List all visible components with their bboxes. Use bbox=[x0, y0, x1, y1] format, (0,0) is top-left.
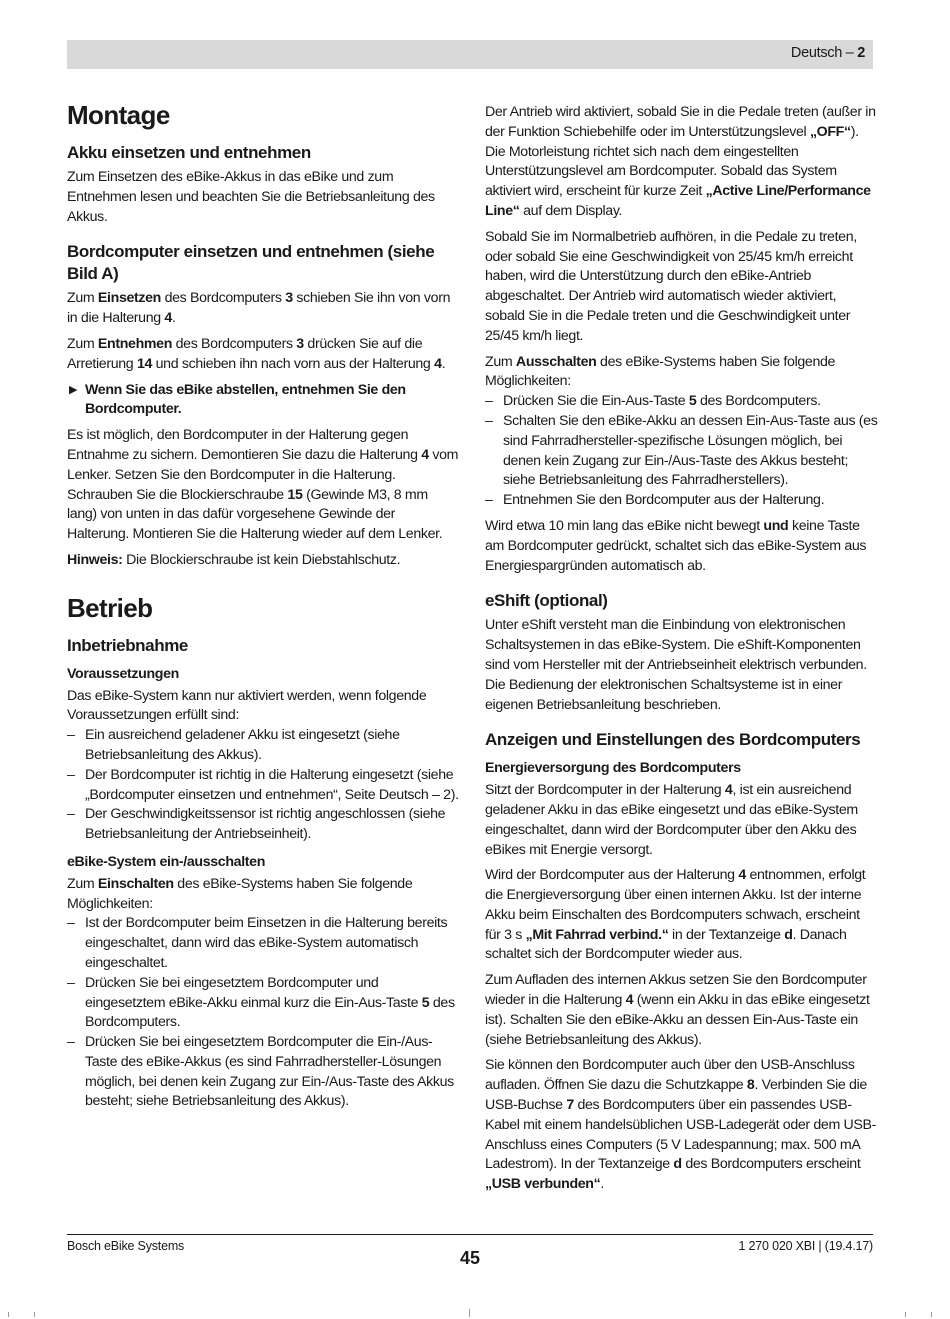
footer-document-id: 1 270 020 XBI | (19.4.17) bbox=[738, 1239, 873, 1253]
instruction-arrow-item: ▶ Wenn Sie das eBike abstellen, entnehmen Sie den Bordcomputer. bbox=[69, 381, 406, 418]
list-ausschalten bbox=[485, 392, 878, 511]
heading-ein-ausschalten: eBike-System ein-/ausschalten bbox=[67, 853, 266, 870]
list-item: – Drücken Sie die Ein-Aus-Taste 5 des Bordcomputers. bbox=[485, 392, 878, 412]
list-einschalten bbox=[67, 914, 460, 1112]
heading-voraussetzungen: Voraussetzungen bbox=[67, 665, 179, 682]
heading-anzeigen: Anzeigen und Einstellungen des Bordcomputers bbox=[485, 730, 861, 750]
paragraph-sitzt: Sitzt der Bordcomputer in der Halterung 4, ist ein ausreichend geladener Akku in das eBike eingesetzt und das eBike-System eingeschaltet, dann wird der Bordcomputer über den Akku des eBikes mit Energie versorgt. bbox=[485, 782, 858, 858]
heading-montage: Montage bbox=[67, 100, 170, 130]
paragraph-antrieb: Der Antrieb wird aktiviert, sobald Sie in die Pedale treten (außer in der Funktion Schiebehilfe oder im Unterstützungslevel „OFF“). Die Motorleistung richtet sich nach dem eingestellten Unterstützungslevel am Bordcomputer. Sobald das System aktiviert wird, erscheint für kurze Zeit „Active Line/Performance Line“ auf dem Display. bbox=[485, 104, 876, 219]
list-item: – Der Geschwindigkeitssensor ist richtig angeschlossen (siehe Betriebsanleitung der Antriebseinheit). bbox=[67, 805, 460, 845]
paragraph-wird: Wird der Bordcomputer aus der Halterung 4 entnommen, erfolgt die Energieversorgung über einen internen Akku. Ist der interne Akku beim Einschalten des Bordcomputers schwach, erscheint für 3 s „Mit Fahrrad verbind.“ in der Textanzeige d. Danach schaltet sich der Bordcomputer wieder aus. bbox=[485, 867, 866, 963]
footer-publisher: Bosch eBike Systems bbox=[67, 1239, 185, 1253]
triangle-right-icon: ▶ bbox=[69, 383, 78, 396]
paragraph-10min: Wird etwa 10 min lang das eBike nicht bewegt und keine Taste am Bordcomputer gedrückt, schaltet sich das eBike-System aus Energiespargründen automatisch ab. bbox=[485, 517, 867, 574]
crop-mark bbox=[34, 1312, 35, 1317]
left-column bbox=[67, 98, 460, 1118]
paragraph-einschalten: Zum Einschalten des eBike-Systems haben Sie folgende Möglichkeiten: bbox=[67, 875, 413, 912]
right-column bbox=[485, 103, 878, 1201]
page-number: 45 bbox=[459, 1248, 481, 1268]
crop-mark bbox=[931, 1312, 932, 1317]
paragraph-akku: Zum Einsetzen des eBike-Akkus in das eBike und zum Entnehmen lesen und beachten Sie die Betriebsanleitung des Akkus. bbox=[67, 169, 435, 225]
paragraph-hinweis: Hinweis: Die Blockierschraube ist kein Diebstahlschutz. bbox=[67, 551, 401, 568]
list-voraussetzungen bbox=[67, 726, 460, 845]
list-item: – Schalten Sie den eBike-Akku an dessen Ein-Aus-Taste aus (es sind Fahrradhersteller-spezifische Lösungen möglich, bei denen kein Zugang zur Ein-/Aus-Taste des Akkus besteht; siehe Betriebsanleitung des Fahrradherstellers). bbox=[485, 412, 878, 491]
paragraph-voraussetzungen: Das eBike-System kann nur aktiviert werden, wenn folgende Voraussetzungen erfüllt sind: bbox=[67, 687, 427, 724]
paragraph-entnehmen: Zum Entnehmen des Bordcomputers 3 drücken Sie auf die Arretierung 14 und schieben ihn nach vorn aus der Halterung 4. bbox=[67, 335, 446, 372]
paragraph-ausschalten: Zum Ausschalten des eBike-Systems haben Sie folgende Möglichkeiten: bbox=[485, 353, 836, 390]
heading-akku: Akku einsetzen und entnehmen bbox=[67, 143, 311, 162]
list-item: – Entnehmen Sie den Bordcomputer aus der Halterung. bbox=[485, 491, 878, 511]
list-item: – Drücken Sie bei eingesetztem Bordcomputer und eingesetztem eBike-Akku einmal kurz die Ein-Aus-Taste 5 des Bordcomputers. bbox=[67, 974, 460, 1033]
list-item: – Drücken Sie bei eingesetztem Bordcomputer die Ein-/Aus-Taste des eBike-Akkus (es sind Fahrradhersteller-Lösungen möglich, bei denen kein Zugang zur Ein-/Aus-Taste des Akkus besteht; siehe Betriebsanleitung des Akkus). bbox=[67, 1033, 460, 1112]
crop-mark bbox=[905, 1312, 906, 1317]
heading-energieversorgung: Energieversorgung des Bordcomputers bbox=[485, 760, 741, 777]
paragraph-normalbetrieb: Sobald Sie im Normalbetrieb aufhören, in die Pedale zu treten, oder sobald Sie eine Geschwindigkeit von 25/45 km/h erreicht haben, wird die Unterstützung durch den eBike-Antrieb abgeschaltet. Der Antrieb wird automatisch wieder aktiviert, sobald Sie in die Pedale treten und die Geschwindigkeit unter 25/45 km/h liegt. bbox=[485, 228, 857, 344]
crop-mark bbox=[469, 1309, 470, 1317]
paragraph-sichern: Es ist möglich, den Bordcomputer in der Halterung gegen Entnahme zu sichern. Demontieren Sie dazu die Halterung 4 vom Lenker. Setzen Sie den Bordcomputer in die Halterung. Schrauben Sie die Blockierschraube 15 (Gewinde M3, 8 mm lang) von unten in das dafür vorgesehene Gewinde der Halterung. Montieren Sie die Halterung wieder auf dem Lenker. bbox=[67, 427, 459, 543]
heading-betrieb: Betrieb bbox=[67, 592, 153, 623]
list-item: – Der Bordcomputer ist richtig in die Halterung eingesetzt (siehe „Bordcomputer einsetzen und entnehmen“, Seite Deutsch – 2). bbox=[67, 766, 460, 806]
crop-mark bbox=[8, 1312, 9, 1317]
header-section-label: Deutsch – 2 bbox=[790, 45, 865, 61]
paragraph-eshift: Unter eShift versteht man die Einbindung von elektronischen Schaltsystemen in das eBike-System. Die eShift-Komponenten sind vom Hersteller mit der Antriebseinheit elektrisch verbunden. Die Bedienung der elektronischen Schaltsysteme ist in einer eigenen Betriebsanleitung beschrieben. bbox=[485, 617, 867, 713]
list-item: – Ist der Bordcomputer beim Einsetzen in die Halterung bereits eingeschaltet, dann wird das eBike-System automatisch eingeschaltet. bbox=[67, 914, 460, 973]
page-header bbox=[67, 40, 873, 69]
list-item: – Ein ausreichend geladener Akku ist eingesetzt (siehe Betriebsanleitung des Akkus). bbox=[67, 726, 460, 766]
paragraph-usb: Sie können den Bordcomputer auch über den USB-Anschluss aufladen. Öffnen Sie dazu die Schutzkappe 8. Verbinden Sie die USB-Buchse 7 des Bordcomputers über ein passendes USB-Kabel mit einem handelsüblichen USB-Ladegerät oder dem USB-Anschluss eines Computers (5 V Ladespannung; max. 500 mA Ladestrom). In der Textanzeige d des Bordcomputers erscheint „USB verbunden“. bbox=[485, 1057, 877, 1193]
heading-inbetriebnahme: Inbetriebnahme bbox=[67, 635, 188, 655]
heading-bordcomputer: Bordcomputer einsetzen und entnehmen (siehe Bild A) bbox=[67, 242, 435, 284]
paragraph-einsetzen: Zum Einsetzen des Bordcomputers 3 schieben Sie ihn von vorn in die Halterung 4. bbox=[67, 290, 451, 327]
footer-divider bbox=[67, 1234, 873, 1235]
paragraph-aufladen: Zum Aufladen des internen Akkus setzen Sie den Bordcomputer wieder in die Halterung 4 (wenn ein Akku in das eBike eingesetzt ist). Schalten Sie den eBike-Akku an dessen Ein-Aus-Taste ein (siehe Betriebsanleitung des Akkus). bbox=[485, 972, 870, 1048]
heading-eshift: eShift (optional) bbox=[485, 591, 608, 611]
